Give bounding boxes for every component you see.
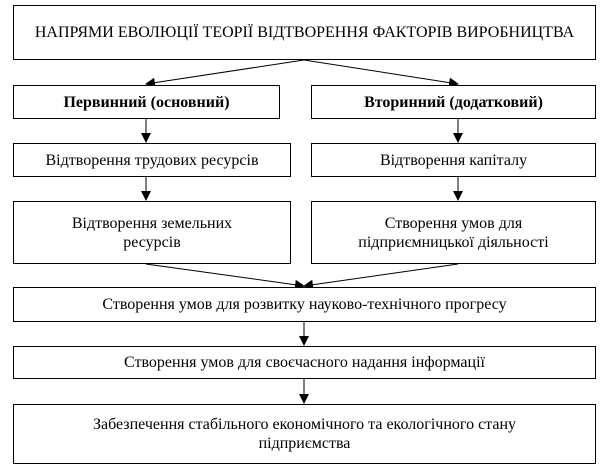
stability-box [13,404,596,464]
information-box [13,346,596,379]
primary-header-box [13,85,280,119]
capital-box [311,143,596,177]
business-conditions-text: Створення умов для підприємницької діяльності [358,214,549,251]
arrow-land-to-progress [146,264,304,286]
information-text: Створення умов для своєчасного надання інформації [124,354,485,371]
arrow-title-to-secondary [304,60,458,84]
title-text: НАПРЯМИ ЕВОЛЮЦІЇ ТЕОРІЇ ВІДТВОРЕННЯ ФАКТОРІВ ВИРОБНИЦТВА [34,24,575,41]
title-box [13,5,596,60]
land-resources-text: Відтворення земельних ресурсів [71,214,233,251]
labor-resources-box [13,143,291,177]
capital-text: Відтворення капіталу [379,151,528,169]
land-resources-box [13,201,291,264]
secondary-header-box [311,85,596,119]
labor-resources-text: Відтворення трудових ресурсів [45,151,259,169]
business-conditions-box [311,201,596,264]
tech-progress-text: Створення умов для розвитку науково-технічного прогресу [102,296,507,313]
primary-header-text: Первинний (основний) [63,93,230,111]
arrow-title-to-primary [146,60,304,84]
tech-progress-box [13,287,596,322]
stability-text: Забезпечення стабільного економічного та екологічного стану підприємства [92,416,517,452]
secondary-header-text: Вторинний (додатковий) [364,93,543,111]
arrow-business-to-progress [304,264,458,286]
